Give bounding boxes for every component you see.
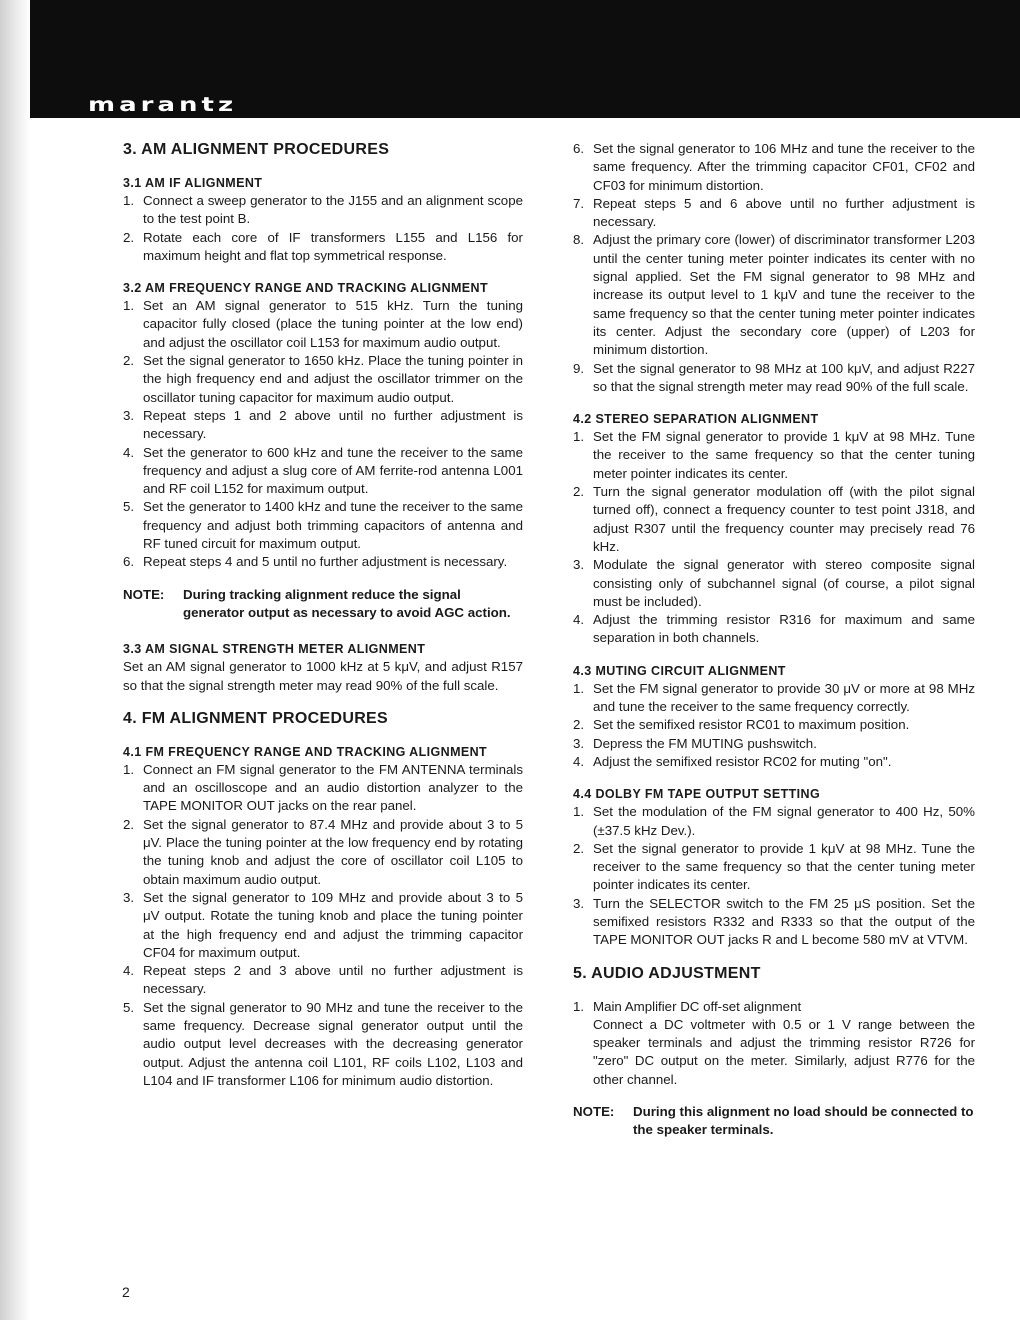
note-text: During tracking alignment reduce the signal generator output as necessary to avoid AGC action. — [183, 586, 511, 620]
list-item-text: Connect a DC voltmeter with 0.5 or 1 V range between the speaker terminals and adjust the trimming resistor R726 for "zero" DC output on the meter. Similarly, adjust R776 for the other channel. — [593, 1016, 975, 1087]
list-item: 1. Set the FM signal generator to provide 30 μV or more at 98 MHz and tune the receiver to the same frequency correctly. — [573, 680, 975, 715]
list-item: 2. Set the signal generator to provide 1 kμV at 98 MHz. Tune the receiver to the same frequency so that the center tuning meter pointer indicates its center. — [573, 840, 975, 893]
list-item: 1. Set the modulation of the FM signal generator to 400 Hz, 50% (±37.5 kHz Dev.). — [573, 804, 975, 838]
subsection-title-4-2: 4.2 STEREO SEPARATION ALIGNMENT — [573, 412, 819, 427]
list-item: 2. Turn the signal generator modulation off (with the pilot signal turned off), connect a frequency counter to test point J318, and adjust R307 until the frequency counter may precisely read 76 kHz. — [573, 484, 975, 554]
list-item: 1. Set the FM signal generator to provide 1 kμV at 98 MHz. Tune the receiver to the same frequency so that the center tuning meter pointer indicates its center. — [573, 429, 975, 481]
section-title-fm: 4. FM ALIGNMENT PROCEDURES — [123, 709, 388, 727]
list-item: 1. Main Amplifier DC off-set alignment Connect a DC voltmeter with 0.5 or 1 V range between the speaker terminals and adjust the trimming resistor R726 for "zero" DC output on the meter. Similarly, adjust R776 for the other channel. — [573, 998, 975, 1089]
list-item: 1. Connect an FM signal generator to the FM ANTENNA terminals and an oscilloscope and an audio distortion analyzer to the TAPE MONITOR OUT jacks on the rear panel. — [123, 761, 523, 814]
scan-edge — [0, 0, 30, 1320]
list-item: 1. Connect a sweep generator to the J155 and an alignment scope to the test point B. — [123, 193, 523, 227]
subsection-title-3-3: 3.3 AM SIGNAL STRENGTH METER ALIGNMENT — [123, 642, 426, 657]
section-title-am: 3. AM ALIGNMENT PROCEDURES — [123, 141, 390, 158]
list-item: 2. Set the signal generator to 87.4 MHz and provide about 3 to 5 μV. Place the tuning pointer at the low frequency end by rotating the tuning knob and adjust the core of oscillator coil L105 to obtain maximum audio output. — [123, 816, 523, 887]
subsection-title-4-4: 4.4 DOLBY FM TAPE OUTPUT SETTING — [573, 787, 821, 802]
list-item: 5. Set the signal generator to 90 MHz and tune the receiver to the same frequency. Decrease signal generator output until the audio output level decreases with the decreasing generator output. Adjust the antenna coil L101, RF coils L102, L103 and L104 and IF transformer L106 for minimum audio distortion. — [123, 999, 523, 1088]
list-item: 1. Set an AM signal generator to 515 kHz. Turn the tuning capacitor fully closed (place the tuning pointer at the low end) and adjust the oscillator coil L153 for maximum audio output. — [123, 298, 523, 350]
list-item: 8. Adjust the primary core (lower) of discriminator transformer L203 until the center tuning meter pointer indicates its center with no signal applied. Set the FM signal generator to 98 MHz and increase its output level to 1 kμV and tune the receiver to the same frequency so that the center tuning meter pointer indicates its center. Adjust the secondary core (upper) of L203 for minimum distortion. — [573, 232, 975, 358]
left-column — [123, 140, 523, 1104]
list-item: 3. Set the signal generator to 109 MHz and provide about 3 to 5 μV output. Rotate the tuning knob and place the tuning pointer at the high frequency end and adjust the trimming capacitor CF04 for maximum output. — [123, 889, 523, 960]
list-item: 9. Set the signal generator to 98 MHz at 100 kμV, and adjust R227 so that the signal strength meter may read 90% of the full scale. — [573, 360, 975, 394]
list-item: 4. Adjust the semifixed resistor RC02 for muting "on". — [573, 753, 892, 769]
subsection-title-3-2: 3.2 AM FREQUENCY RANGE AND TRACKING ALIGNMENT — [123, 281, 489, 296]
list-item-title: Main Amplifier DC off-set alignment — [593, 998, 802, 1014]
list-5 — [573, 998, 975, 1089]
right-column — [573, 140, 975, 1158]
list-3-2 — [123, 297, 523, 571]
subsection-title-4-1: 4.1 FM FREQUENCY RANGE AND TRACKING ALIGNMENT — [123, 744, 488, 759]
list-item: 2. Rotate each core of IF transformers L155 and L156 for maximum height and flat top symmetrical response. — [123, 229, 523, 263]
list-item: 2. Set the signal generator to 1650 kHz. Place the tuning pointer in the high frequency end and adjust the oscillator trimmer on the oscillator tuning capacitor for maximum audio output. — [123, 353, 523, 405]
note-text: During this alignment no load should be connected to the speaker terminals. — [633, 1104, 974, 1138]
note-audio — [573, 1103, 975, 1140]
note-tracking — [123, 586, 523, 623]
list-4-3 — [573, 680, 975, 771]
subsection-title-3-1: 3.1 AM IF ALIGNMENT — [123, 176, 263, 190]
section-title-audio: 5. AUDIO ADJUSTMENT — [573, 964, 761, 982]
page-number: 2 — [122, 1284, 130, 1300]
list-item: 4. Repeat steps 2 and 3 above until no further adjustment is necessary. — [123, 963, 523, 997]
list-3-1 — [123, 192, 523, 265]
note-label: NOTE: — [573, 1104, 615, 1120]
brand-logo: marantz — [88, 93, 238, 117]
list-item: 3. Repeat steps 1 and 2 above until no further adjustment is necessary. — [123, 407, 523, 442]
list-item: 3. Modulate the signal generator with stereo composite signal consisting only of subchannel signal (of course, a pilot signal must be included). — [573, 557, 975, 609]
list-item: 2. Set the semifixed resistor RC01 to maximum position. — [573, 717, 910, 733]
list-item: 3. Depress the FM MUTING pushswitch. — [573, 735, 817, 751]
list-4-1 — [123, 761, 523, 1090]
list-item: 7. Repeat steps 5 and 6 above until no further adjustment is necessary. — [573, 195, 975, 230]
list-item: 4. Set the generator to 600 kHz and tune the receiver to the same frequency and adjust a slug core of AM ferrite-rod antenna L001 and RF coil L152 for maximum output. — [123, 444, 523, 497]
list-4-2 — [573, 428, 975, 648]
subsection-title-4-3: 4.3 MUTING CIRCUIT ALIGNMENT — [573, 663, 786, 678]
list-item: 5. Set the generator to 1400 kHz and tune the receiver to the same frequency and adjust both trimming capacitors of antenna and RF tuned circuit for maximum output. — [123, 499, 523, 552]
list-item: 6. Repeat steps 4 and 5 until no further adjustment is necessary. — [123, 554, 508, 570]
list-item: 3. Turn the SELECTOR switch to the FM 25 μS position. Set the semifixed resistors R332 and R333 so that the output of the TAPE MONITOR OUT jacks R and L become 580 mV at VTVM. — [573, 895, 975, 948]
list-4-4 — [573, 803, 975, 949]
list-item: 4. Adjust the trimming resistor R316 for maximum and same separation in both channels. — [573, 612, 975, 646]
list-item: 6. Set the signal generator to 106 MHz and tune the receiver to the same frequency. After the trimming capacitor CF01, CF02 and CF03 for minimum distortion. — [573, 141, 975, 193]
paragraph-3-3: Set an AM signal generator to 1000 kHz at 5 kμV, and adjust R157 so that the signal strength meter may read 90% of the full scale. — [123, 659, 523, 693]
note-label: NOTE: — [123, 586, 165, 602]
list-4-1-continued — [573, 140, 975, 396]
